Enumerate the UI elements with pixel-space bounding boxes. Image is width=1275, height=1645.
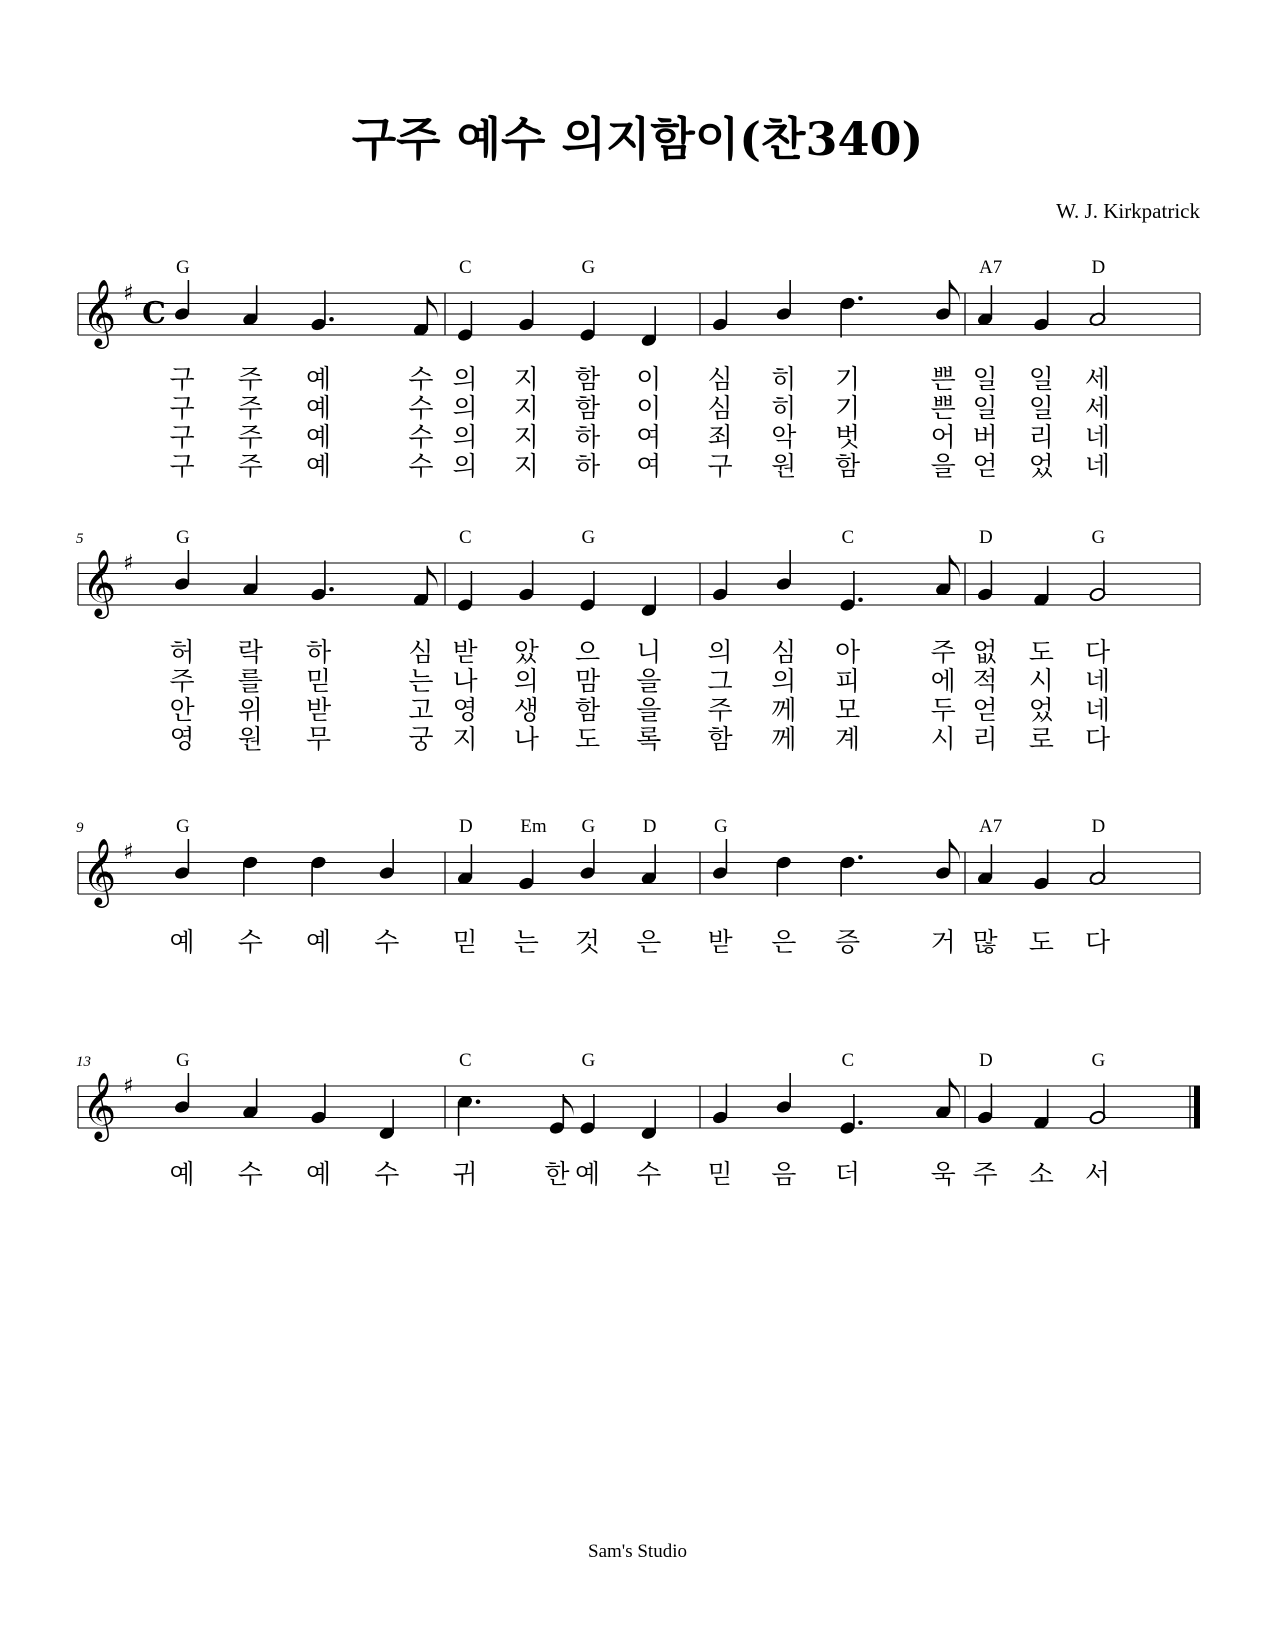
lyric-syllable: 주 [237, 452, 263, 482]
lyric-syllable: 도 [1028, 638, 1054, 668]
chord-symbol: D [1091, 257, 1106, 278]
lyric-syllable: 예 [305, 365, 332, 395]
lyric-syllable: 어 [930, 423, 956, 453]
lyric-syllable: 수 [374, 1160, 400, 1190]
lyric-syllable: 나 [452, 667, 478, 697]
lyric-syllable: 으 [574, 638, 601, 668]
lyric-syllable: 지 [513, 423, 539, 453]
lyric-syllable: 을 [930, 452, 956, 482]
chord-symbol: G [1091, 527, 1106, 548]
lyric-syllable: 네 [1084, 667, 1111, 697]
chord-symbol: C [459, 1050, 472, 1071]
lyric-syllable: 주 [237, 423, 263, 453]
lyric-syllable: 를 [237, 667, 263, 697]
composer-credit: W. J. Kirkpatrick [1056, 199, 1200, 223]
lyric-syllable: 께 [771, 725, 797, 755]
music-system [78, 257, 1200, 482]
measure-number: 13 [76, 1054, 91, 1070]
lyric-syllable: 얻 [972, 452, 998, 482]
lyric-syllable: 예 [305, 1160, 332, 1190]
lyric-syllable: 위 [237, 696, 263, 726]
chord-symbol: G [581, 527, 596, 548]
note-flag [950, 839, 960, 861]
augmentation-dot [329, 317, 334, 322]
chord-symbol: D [979, 1050, 993, 1071]
lyric-syllable: 시 [930, 725, 956, 755]
lyric-syllable: 을 [636, 667, 662, 697]
lyric-syllable: 세 [1084, 365, 1111, 395]
music-system [76, 1050, 1200, 1190]
lyric-syllable: 는 [513, 928, 539, 958]
lyric-syllable: 예 [169, 1160, 195, 1190]
lyric-syllable: 한 [544, 1160, 570, 1190]
lyric-syllable: 은 [636, 928, 662, 958]
lyric-syllable: 네 [1084, 696, 1111, 726]
chord-symbol: C [459, 527, 472, 548]
chord-symbol: A7 [979, 257, 1003, 278]
augmentation-dot [858, 296, 863, 301]
lyric-syllable: 구 [169, 452, 195, 482]
lyric-syllable: 생 [513, 696, 539, 726]
lyric-syllable: 예 [305, 423, 332, 453]
lyric-syllable: 다 [1084, 638, 1111, 668]
lyric-syllable: 여 [636, 423, 662, 453]
lyric-syllable: 주 [237, 394, 263, 424]
lyric-syllable: 많 [972, 928, 998, 958]
measure-number: 5 [76, 531, 84, 547]
lyric-syllable: 심 [707, 394, 733, 424]
lyric-syllable: 이 [636, 394, 662, 424]
treble-clef-icon: 𝄞 [82, 548, 117, 616]
chord-symbol: G [176, 816, 190, 837]
treble-clef-icon: 𝄞 [82, 837, 117, 905]
lyric-syllable: 예 [574, 1160, 601, 1190]
chord-symbol: D [1091, 816, 1106, 837]
lyric-syllable: 의 [707, 638, 733, 668]
lyric-syllable: 믿 [305, 667, 332, 697]
lyric-syllable: 지 [513, 452, 539, 482]
lyric-syllable: 도 [1028, 928, 1054, 958]
lyric-syllable: 일 [1028, 394, 1054, 424]
lyric-syllable: 락 [237, 638, 263, 668]
chord-symbol: C [459, 257, 472, 278]
lyric-syllable: 믿 [707, 1160, 733, 1190]
lyric-syllable: 수 [237, 928, 263, 958]
lyric-syllable: 께 [771, 696, 797, 726]
note-flag [950, 280, 960, 302]
key-signature-sharp-icon: ♯ [123, 281, 134, 306]
lyric-syllable: 서 [1084, 1160, 1111, 1190]
lyric-syllable: 두 [930, 696, 956, 726]
lyric-line [169, 696, 1110, 726]
lyric-syllable: 무 [305, 725, 332, 755]
chord-symbol: G [714, 816, 728, 837]
lyric-syllable: 계 [834, 725, 861, 755]
lyric-syllable: 히 [771, 365, 797, 395]
lyric-line [169, 638, 1110, 668]
chord-symbol: G [1091, 1050, 1106, 1071]
lyric-syllable: 는 [408, 667, 434, 697]
treble-clef-icon: 𝄞 [82, 1071, 117, 1139]
lyric-line [169, 394, 1110, 424]
augmentation-dot [858, 1120, 863, 1125]
lyric-syllable: 을 [636, 696, 662, 726]
lyric-syllable: 에 [930, 667, 956, 697]
lyric-syllable: 함 [574, 394, 601, 424]
chord-symbol: G [581, 257, 596, 278]
chord-symbol: D [979, 527, 993, 548]
lyric-syllable: 지 [452, 725, 478, 755]
lyric-syllable: 예 [305, 928, 332, 958]
page-title: 구주 예수 의지함이(찬340) [351, 112, 924, 166]
lyric-syllable: 쁜 [930, 394, 956, 424]
key-signature-sharp-icon: ♯ [123, 840, 134, 865]
lyric-syllable: 함 [834, 452, 861, 482]
lyric-syllable: 일 [1028, 365, 1054, 395]
lyric-syllable: 예 [305, 394, 332, 424]
lyric-syllable: 그 [707, 667, 733, 697]
chord-symbol: D [642, 816, 657, 837]
lyric-syllable: 기 [834, 365, 861, 395]
lyric-syllable: 악 [771, 423, 797, 453]
lyric-syllable: 피 [834, 667, 861, 697]
lyric-syllable: 었 [1028, 452, 1054, 482]
lyric-syllable: 다 [1084, 928, 1111, 958]
lyric-syllable: 쁜 [930, 365, 956, 395]
lyric-syllable: 벗 [834, 423, 861, 453]
lyric-line [169, 928, 1110, 958]
lyric-syllable: 고 [408, 696, 434, 726]
music-system [76, 527, 1200, 755]
augmentation-dot [329, 587, 334, 592]
chord-symbol: G [581, 1050, 596, 1071]
lyric-syllable: 의 [452, 452, 478, 482]
lyric-syllable: 다 [1084, 725, 1111, 755]
lyric-syllable: 귀 [452, 1160, 478, 1190]
lyric-syllable: 수 [408, 365, 434, 395]
key-signature-sharp-icon: ♯ [123, 551, 134, 576]
footer-credit: Sam's Studio [588, 1541, 687, 1562]
lyric-syllable: 함 [574, 365, 601, 395]
lyric-syllable: 없 [972, 638, 998, 668]
lyric-syllable: 얻 [972, 696, 998, 726]
augmentation-dot [858, 855, 863, 860]
lyric-syllable: 원 [237, 725, 263, 755]
lyric-syllable: 주 [930, 638, 956, 668]
lyric-syllable: 은 [771, 928, 797, 958]
chord-symbol: C [841, 1050, 855, 1071]
lyric-syllable: 영 [452, 696, 478, 726]
lyric-syllable: 적 [972, 667, 998, 697]
lyric-syllable: 거 [930, 928, 956, 958]
lyric-syllable: 네 [1084, 452, 1111, 482]
key-signature-sharp-icon: ♯ [123, 1074, 134, 1099]
lyric-line [169, 725, 1110, 755]
lyric-syllable: 구 [169, 394, 195, 424]
lyric-syllable: 의 [452, 423, 478, 453]
lyric-syllable: 의 [513, 667, 539, 697]
lyric-syllable: 안 [169, 696, 195, 726]
lyric-syllable: 주 [237, 365, 263, 395]
lyric-syllable: 받 [452, 638, 478, 668]
lyric-syllable: 받 [707, 928, 733, 958]
lyric-syllable: 수 [374, 928, 400, 958]
lyric-syllable: 구 [169, 423, 195, 453]
lyric-syllable: 기 [834, 394, 861, 424]
lyric-syllable: 시 [1028, 667, 1054, 697]
lyric-syllable: 예 [169, 928, 195, 958]
final-barline-thick [1194, 1086, 1200, 1128]
lyric-syllable: 영 [169, 725, 195, 755]
lyric-syllable: 지 [513, 365, 539, 395]
lyric-syllable: 하 [305, 638, 332, 668]
lyric-syllable: 수 [408, 394, 434, 424]
lyric-syllable: 아 [834, 638, 861, 668]
lyric-syllable: 음 [771, 1160, 797, 1190]
chord-symbol: G [176, 1050, 190, 1071]
lyric-syllable: 욱 [930, 1160, 956, 1190]
lyric-syllable: 구 [169, 365, 195, 395]
time-signature-common-time: C [142, 296, 166, 331]
note-flag [563, 1094, 573, 1116]
lyric-syllable: 구 [707, 452, 733, 482]
lyric-syllable: 수 [636, 1160, 662, 1190]
lyric-syllable: 나 [513, 725, 539, 755]
lyric-syllable: 예 [305, 452, 332, 482]
augmentation-dot [858, 597, 863, 602]
lyric-syllable: 세 [1084, 394, 1111, 424]
chord-symbol: G [176, 257, 190, 278]
lyric-syllable: 여 [636, 452, 662, 482]
lyric-line [169, 1160, 1110, 1190]
measure-number: 9 [76, 820, 84, 836]
lyric-line [169, 423, 1110, 453]
lyric-syllable: 심 [408, 638, 434, 668]
lyric-syllable: 일 [972, 394, 998, 424]
lyric-line [169, 452, 1110, 482]
lyric-syllable: 았 [513, 638, 539, 668]
chord-symbol: C [841, 527, 855, 548]
lyric-syllable: 버 [972, 423, 998, 453]
lyric-syllable: 하 [574, 452, 601, 482]
lyric-syllable: 증 [834, 928, 861, 958]
lyric-syllable: 주 [169, 667, 195, 697]
lyric-line [169, 667, 1110, 697]
lyric-syllable: 심 [771, 638, 797, 668]
chord-symbol: A7 [979, 816, 1003, 837]
lyric-syllable: 이 [636, 365, 662, 395]
chord-symbol: Em [520, 816, 547, 837]
treble-clef-icon: 𝄞 [82, 278, 117, 346]
lyric-syllable: 죄 [707, 423, 733, 453]
music-system [76, 816, 1200, 958]
lyric-syllable: 믿 [452, 928, 478, 958]
lyric-syllable: 원 [771, 452, 797, 482]
lyric-syllable: 모 [834, 696, 861, 726]
lyric-syllable: 리 [972, 725, 998, 755]
lyric-syllable: 록 [636, 725, 662, 755]
lyric-syllable: 주 [707, 696, 733, 726]
lyric-syllable: 함 [574, 696, 601, 726]
lyric-syllable: 의 [771, 667, 797, 697]
chord-symbol: D [459, 816, 473, 837]
lyric-syllable: 히 [771, 394, 797, 424]
lyric-syllable: 받 [305, 696, 332, 726]
lyric-syllable: 도 [574, 725, 601, 755]
lyric-syllable: 궁 [408, 725, 434, 755]
lyric-syllable: 지 [513, 394, 539, 424]
lyric-syllable: 함 [707, 725, 733, 755]
lyric-syllable: 맘 [574, 667, 601, 697]
lyric-syllable: 로 [1028, 725, 1054, 755]
augmentation-dot [476, 1099, 481, 1104]
lyric-syllable: 리 [1028, 423, 1054, 453]
lyric-syllable: 것 [574, 928, 601, 958]
lyric-syllable: 네 [1084, 423, 1111, 453]
lyric-syllable: 허 [169, 638, 195, 668]
lyric-syllable: 었 [1028, 696, 1054, 726]
lyric-syllable: 소 [1028, 1160, 1054, 1190]
lyric-syllable: 수 [408, 452, 434, 482]
lyric-syllable: 니 [636, 638, 662, 668]
lyric-syllable: 심 [707, 365, 733, 395]
lyric-syllable: 수 [408, 423, 434, 453]
lyric-syllable: 더 [834, 1160, 861, 1190]
chord-symbol: G [176, 527, 190, 548]
lyric-syllable: 의 [452, 365, 478, 395]
lyric-line [169, 365, 1110, 395]
lyric-syllable: 하 [574, 423, 601, 453]
lyric-syllable: 일 [972, 365, 998, 395]
lyric-syllable: 수 [237, 1160, 263, 1190]
chord-symbol: G [581, 816, 596, 837]
lyric-syllable: 의 [452, 394, 478, 424]
lyric-syllable: 주 [972, 1160, 998, 1190]
